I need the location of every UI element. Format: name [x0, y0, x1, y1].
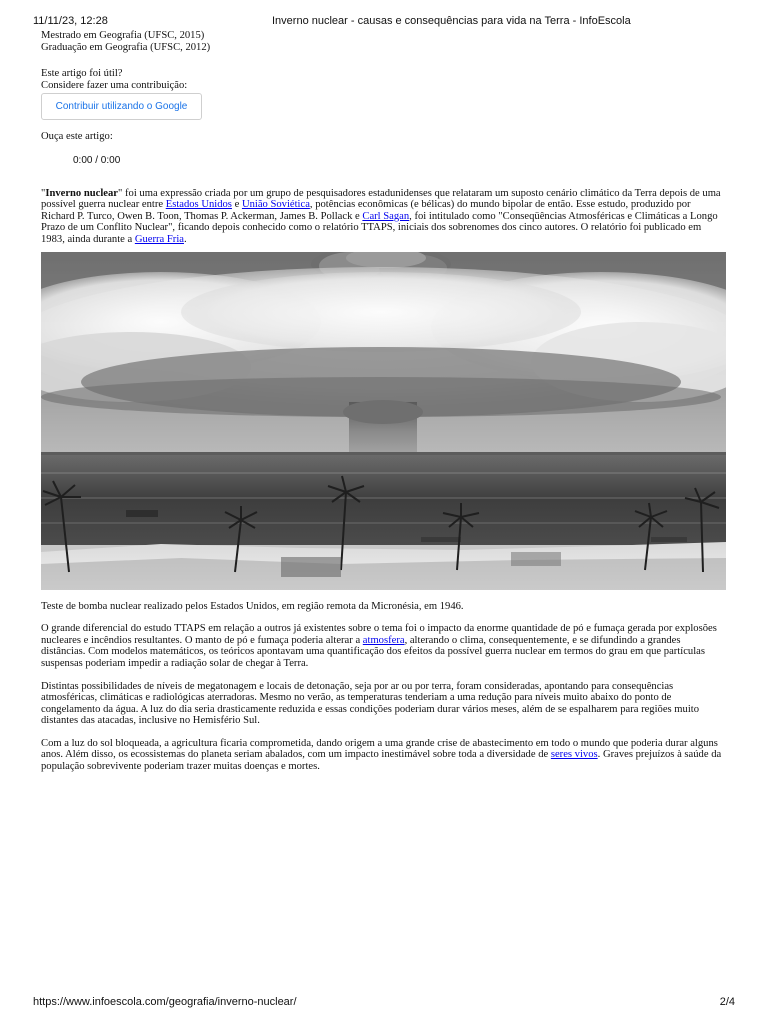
print-datetime: 11/11/23, 12:28: [33, 15, 108, 27]
paragraph-consequences: Distintas possibilidades de níveis de megatonagem e locais de detonação, seja por ar ou por terra, foram consideradas, apontando para consequências atmosféricas, climáticas e radiológicas aterradoras. Mesmo no verão, as temperaturas tenderiam a uma redução para níveis muito abaixo do ponto de congelamento da água. A luz do dia seria drasticamente reduzida e essas condições poderiam durar vários meses, além de se espalharem para regiões muito distantes das atacadas, inclusive no Hemisfério Sul.: [41, 680, 700, 727]
print-footer: [33, 996, 735, 1010]
print-header: [33, 15, 735, 29]
support-block: [41, 68, 726, 120]
nuclear-test-photo: [41, 252, 726, 590]
contribute-button-label: Contribuir utilizando o Google: [55, 101, 188, 113]
link-carl-sagan[interactable]: Carl Sagan: [362, 210, 410, 222]
term-nuclear-winter: Inverno nuclear: [45, 187, 119, 199]
audio-label: Ouça este artigo:: [41, 131, 113, 143]
page-number: 2/4: [719, 996, 735, 1008]
paragraph-agriculture: Com a luz do sol bloqueada, a agricultura ficaria comprometida, dando origem a uma grande crise de abastecimento em todo o mundo que poderia durar alguns anos. Além disso, os ecossistemas do planeta seriam abalados, com um impacto inestimável sobre toda a diversidade de seres vivos. Graves prejuízos à saúde da população sobrevivente poderiam trazer muitas doenças e mortes.: [41, 737, 722, 773]
link-guerra-fria[interactable]: Guerra Fria: [134, 233, 184, 245]
author-credential-masters: Mestrado em Geografia (UFSC, 2015): [41, 30, 205, 41]
support-question: Este artigo foi útil?: [41, 68, 123, 80]
print-page-title: Inverno nuclear - causas e consequências para vida na Terra - InfoEscola: [272, 15, 631, 27]
contribute-google-button[interactable]: [41, 93, 202, 120]
audio-player[interactable]: [73, 155, 726, 167]
audio-time: 0:00 / 0:00: [73, 154, 121, 166]
link-seres-vivos[interactable]: seres vivos: [550, 749, 598, 761]
figure-caption: Teste de bomba nuclear realizado pelos Estados Unidos, em região remota da Micronésia, em 1946.: [41, 600, 464, 612]
paragraph-ttaps-study: O grande diferencial do estudo TTAPS em relação a outros já existentes sobre o tema foi o impacto da enorme quantidade de pó e fumaça gerada por explosões nucleares e incêndios resultantes. O manto de pó e fumaça poderia alterar a atmosfera, alterando o clima, consequentemente, e se difundindo a grandes distâncias. Com modelos matemáticos, os teóricos apontavam uma quantificação dos efeitos da possível guerra nuclear em termos do grau em que partículas suspensas poderiam impedir a radiação solar de chegar à Terra.: [41, 623, 717, 669]
link-uniao-sovietica[interactable]: União Soviética: [241, 199, 310, 211]
article-content: [41, 30, 726, 773]
support-prompt: Considere fazer uma contribuição:: [41, 79, 188, 91]
paragraph-intro: "Inverno nuclear" foi uma expressão criada por um grupo de pesquisadores estadunidenses que relataram um suposto cenário climático da Terra depois de uma possível guerra nuclear entre Estados Unidos e União Soviética, potências econômicas (e bélicas) do mundo bipolar de então. Esse estudo, produzido por Richard P. Turco, Owen B. Toon, Thomas P. Ackerman, James B. Pollack e Carl Sagan, foi intitulado como "Conseqüências Atmosféricas e Climáticas a Longo Prazo de um Conflito Nuclear", ficando depois conhecido como o relatório TTAPS, iniciais dos sobrenomes dos cinco autores. O relatório foi publicado em 1983, ainda durante a Guerra Fria.: [41, 187, 721, 245]
author-credential-graduation: Graduação em Geografia (UFSC, 2012): [41, 41, 211, 53]
link-atmosfera[interactable]: atmosfera: [362, 634, 405, 646]
link-estados-unidos[interactable]: Estados Unidos: [165, 199, 232, 211]
print-url: https://www.infoescola.com/geografia/inverno-nuclear/: [33, 996, 297, 1008]
